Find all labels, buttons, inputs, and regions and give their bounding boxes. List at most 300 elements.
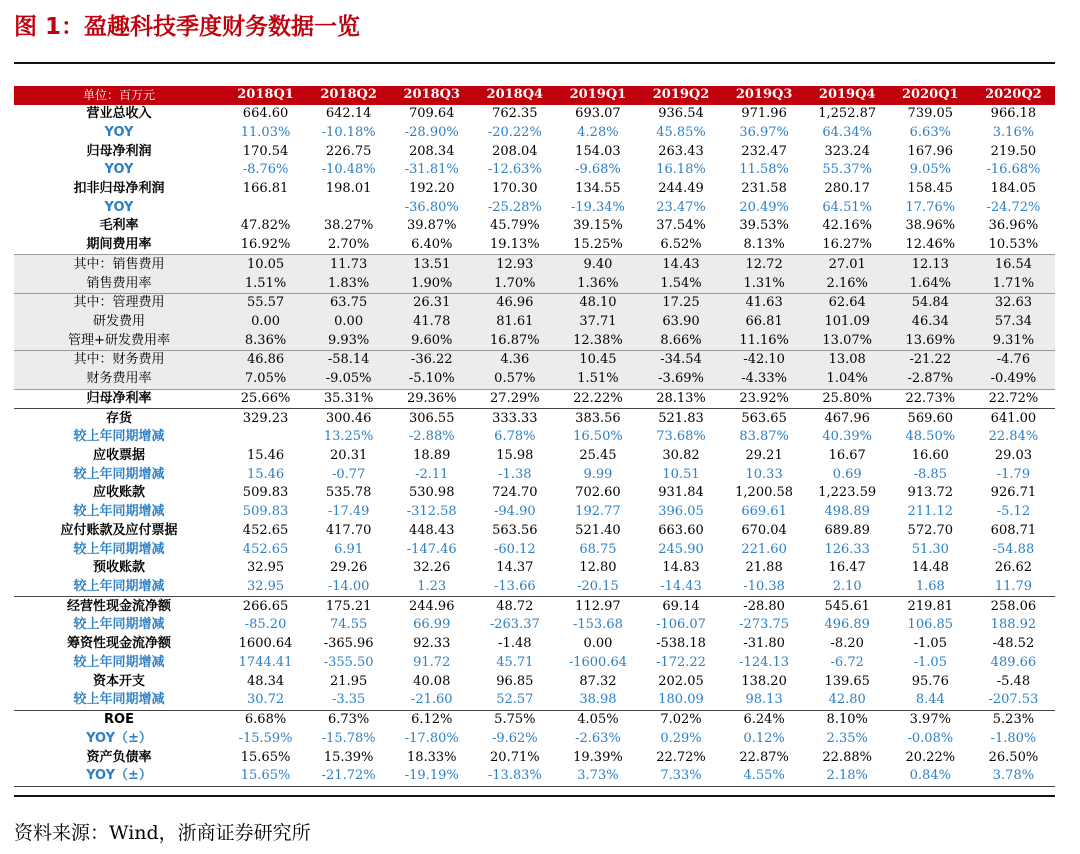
table-row — [14, 236, 1055, 255]
table-cell: -1.80% — [990, 730, 1037, 746]
row-label: 较上年同期增减 — [73, 692, 165, 708]
table-cell: 608.71 — [990, 522, 1037, 538]
table-cell: -20.15 — [577, 579, 619, 595]
table-cell: -1.38 — [498, 466, 532, 482]
table-cell: 55.37% — [822, 162, 872, 178]
table-cell: 48.72 — [473, 597, 556, 616]
table-cell: 139.65 — [824, 673, 870, 689]
row-label: 营业总收入 — [86, 106, 152, 122]
table-cell: 192.20 — [408, 180, 455, 196]
table-cell: 258.06 — [972, 597, 1055, 616]
table-cell: 931.84 — [658, 485, 704, 501]
row-label: YOY（±） — [86, 730, 152, 746]
row-label: 财务费用率 — [14, 370, 224, 389]
table-cell: 0.84% — [889, 767, 972, 786]
table-cell: 134.55 — [575, 180, 621, 196]
table-row — [14, 370, 1055, 389]
table-cell: 20.31 — [330, 448, 368, 464]
table-cell: -207.53 — [988, 692, 1039, 708]
table-cell: 208.34 — [408, 143, 455, 159]
table-cell: -355.50 — [323, 654, 374, 670]
table-cell: 166.81 — [242, 180, 289, 196]
table-cell: 37.54% — [656, 218, 706, 234]
row-label: 资本开支 — [92, 673, 145, 689]
table-cell: 32.26 — [413, 560, 451, 576]
table-cell: -20.22% — [487, 124, 542, 140]
table-cell: -28.90% — [404, 124, 459, 140]
table-cell: 689.89 — [824, 522, 870, 538]
table-cell: -15.59% — [238, 730, 293, 746]
table-cell: 5.75% — [473, 710, 556, 729]
table-cell: 417.70 — [325, 522, 372, 538]
table-cell: -21.72% — [307, 767, 390, 786]
table-row — [14, 331, 1055, 350]
table-cell: -1.05 — [913, 636, 947, 652]
table-cell: 17.76% — [905, 199, 956, 215]
table-cell: 46.34 — [889, 313, 972, 332]
table-cell: 724.70 — [492, 485, 538, 501]
table-cell: -85.20 — [244, 617, 287, 633]
table-cell: 27.29% — [473, 389, 556, 409]
table-cell: 11.73 — [307, 255, 390, 274]
table-cell: 32.63 — [972, 293, 1055, 312]
table-cell: -54.88 — [992, 541, 1035, 557]
table-cell: 41.63 — [723, 293, 806, 312]
table-cell: 12.46% — [905, 237, 956, 253]
table-cell: 15.65% — [240, 749, 291, 765]
table-cell: 2.16% — [806, 274, 889, 293]
table-cell: 22.88% — [822, 749, 872, 765]
row-label: 毛利率 — [99, 218, 139, 234]
table-cell: 913.72 — [907, 485, 954, 501]
table-cell: 38.98 — [579, 692, 617, 708]
table-cell: 66.99 — [413, 617, 451, 633]
table-cell: 63.90 — [639, 313, 722, 332]
table-cell: 3.73% — [556, 767, 639, 786]
table-cell: 18.33% — [406, 749, 457, 765]
column-header-2018q2: 2018Q2 — [320, 87, 377, 103]
table-cell: -12.63% — [487, 162, 542, 178]
table-cell: 96.85 — [496, 673, 534, 689]
table-cell: -2.87% — [889, 370, 972, 389]
table-cell: -124.13 — [739, 654, 790, 670]
table-cell: 20.49% — [739, 199, 789, 215]
table-cell: 112.97 — [556, 597, 639, 616]
table-cell: 62.64 — [806, 293, 889, 312]
table-cell: 16.67 — [828, 448, 866, 464]
table-cell: -10.48% — [321, 162, 376, 178]
top-rule — [14, 62, 1055, 64]
table-cell: -1.05 — [913, 654, 947, 670]
table-cell: -13.66 — [494, 579, 536, 595]
table-cell: 19.13% — [490, 237, 540, 253]
table-cell: -2.88% — [408, 429, 455, 445]
table-cell: -1.48 — [498, 636, 532, 652]
table-cell: 10.05 — [224, 255, 307, 274]
table-cell: -31.80 — [743, 636, 785, 652]
table-cell: 16.87% — [473, 331, 556, 350]
table-row — [14, 729, 1055, 748]
table-cell: 1.71% — [972, 274, 1055, 293]
table-cell: 25.66% — [224, 389, 307, 409]
row-label: 归母净利率 — [14, 389, 224, 409]
table-cell: 9.40 — [556, 255, 639, 274]
table-cell: -8.85 — [913, 466, 947, 482]
table-cell: 10.45 — [556, 351, 639, 370]
table-cell: 48.50% — [905, 429, 956, 445]
table-cell: 739.05 — [907, 106, 954, 122]
table-row — [14, 351, 1055, 370]
table-cell: 37.71 — [556, 313, 639, 332]
table-cell: 52.57 — [496, 692, 534, 708]
table-cell: 448.43 — [408, 522, 455, 538]
table-cell: 2.70% — [327, 237, 370, 253]
table-cell: 13.25% — [323, 429, 374, 445]
table-cell: -14.00 — [327, 579, 370, 595]
table-cell: 12.13 — [889, 255, 972, 274]
table-cell: 184.05 — [990, 180, 1037, 196]
table-cell: 10.33 — [745, 466, 783, 482]
table-cell: 81.61 — [473, 313, 556, 332]
table-cell: 45.79% — [490, 218, 540, 234]
table-cell: 73.68% — [656, 429, 706, 445]
table-cell: 22.84% — [988, 429, 1039, 445]
table-cell: 263.43 — [658, 143, 704, 159]
table-cell: 383.56 — [556, 409, 639, 428]
table-cell: 9.31% — [972, 331, 1055, 350]
table-cell: -48.52 — [992, 636, 1035, 652]
table-cell: -15.78% — [321, 730, 376, 746]
table-cell: 12.38% — [556, 331, 639, 350]
table-cell: -273.75 — [739, 617, 790, 633]
table-cell: -0.77 — [331, 466, 366, 482]
table-cell: 20.71% — [490, 749, 540, 765]
table-cell: 16.54 — [972, 255, 1055, 274]
table-cell: 26.50% — [988, 749, 1039, 765]
table-cell: 22.87% — [739, 749, 789, 765]
table-cell: -36.80% — [404, 199, 459, 215]
table-cell: 4.05% — [556, 710, 639, 729]
row-label: 管理+研发费用率 — [14, 331, 224, 350]
table-cell: 6.12% — [390, 710, 473, 729]
table-cell: -5.10% — [390, 370, 473, 389]
table-cell: 10.53% — [988, 237, 1039, 253]
table-cell: 47.82% — [240, 218, 291, 234]
table-cell: 232.47 — [741, 143, 787, 159]
table-cell: 101.09 — [806, 313, 889, 332]
table-row — [14, 767, 1055, 786]
table-cell: 23.47% — [656, 199, 706, 215]
table-header-row — [14, 86, 1055, 105]
table-row — [14, 691, 1055, 710]
table-row — [14, 123, 1055, 142]
table-cell: 219.50 — [990, 143, 1037, 159]
table-cell: 8.10% — [806, 710, 889, 729]
table-cell: 6.68% — [224, 710, 307, 729]
table-cell: 1.90% — [390, 274, 473, 293]
table-cell: 0.00 — [583, 636, 613, 652]
table-cell: -36.22 — [390, 351, 473, 370]
table-cell: 38.96% — [905, 218, 956, 234]
table-cell: 1.54% — [639, 274, 722, 293]
table-cell: 29.03 — [994, 448, 1033, 464]
table-cell: 572.70 — [907, 522, 954, 538]
table-cell: 42.80 — [828, 692, 866, 708]
table-cell: 198.01 — [325, 180, 372, 196]
table-cell: 21.95 — [330, 673, 368, 689]
table-cell: 936.54 — [658, 106, 704, 122]
table-cell: 17.25 — [639, 293, 722, 312]
table-cell: -14.43 — [660, 579, 702, 595]
table-cell: 51.30 — [911, 541, 949, 557]
table-cell: 87.32 — [579, 673, 617, 689]
table-cell: 64.34% — [822, 124, 872, 140]
figure-title: 图 1：盈趣科技季度财务数据一览 — [14, 14, 361, 40]
table-cell: 22.72% — [972, 389, 1055, 409]
table-cell: -312.58 — [406, 504, 457, 520]
table-cell — [224, 428, 307, 447]
table-cell: -13.83% — [473, 767, 556, 786]
table-cell: 521.40 — [575, 522, 621, 538]
table-cell: 926.71 — [990, 485, 1037, 501]
table-row — [14, 313, 1055, 332]
table-cell: -19.19% — [390, 767, 473, 786]
row-label: YOY — [104, 162, 134, 178]
row-label: 销售费用率 — [14, 274, 224, 293]
table-cell: 545.61 — [806, 597, 889, 616]
table-cell: 300.46 — [307, 409, 390, 428]
table-cell: 9.99 — [583, 466, 613, 482]
table-cell: 211.12 — [907, 504, 954, 520]
table-cell: 7.33% — [639, 767, 722, 786]
table-cell: 3.16% — [992, 124, 1035, 140]
table-row — [14, 389, 1055, 409]
table-row — [14, 748, 1055, 767]
table-cell: -2.11 — [415, 466, 449, 482]
table-cell: -16.68% — [986, 162, 1041, 178]
table-cell: 202.05 — [658, 673, 704, 689]
table-cell: 6.73% — [307, 710, 390, 729]
table-cell: 154.03 — [575, 143, 621, 159]
row-label: 筹资性现金流净额 — [66, 636, 171, 652]
table-cell: 1,200.58 — [735, 485, 794, 501]
table-cell: 1,252.87 — [818, 106, 877, 122]
row-label: 研发费用 — [14, 313, 224, 332]
table-cell: 1.68 — [915, 579, 945, 595]
table-cell: 74.55 — [330, 617, 368, 633]
table-cell: 670.04 — [741, 522, 787, 538]
table-cell: 30.82 — [662, 448, 700, 464]
table-cell: 38.27% — [323, 218, 374, 234]
table-cell: 244.96 — [390, 597, 473, 616]
column-header-2019q1: 2019Q1 — [569, 87, 627, 103]
row-label: 其中：管理费用 — [14, 293, 224, 312]
table-cell: 8.13% — [743, 237, 785, 253]
table-row — [14, 635, 1055, 654]
row-label: 预收账款 — [92, 560, 145, 576]
table-cell: 63.75 — [307, 293, 390, 312]
table-cell: 29.36% — [390, 389, 473, 409]
column-header-2020q1: 2020Q1 — [902, 87, 959, 103]
financial-data-table — [14, 86, 1055, 787]
table-cell: 9.05% — [909, 162, 951, 178]
table-cell: -5.48 — [996, 673, 1031, 689]
table-cell: -4.76 — [972, 351, 1055, 370]
table-cell: 167.96 — [907, 143, 954, 159]
table-cell: 25.45 — [579, 448, 617, 464]
column-header-2019q4: 2019Q4 — [818, 87, 876, 103]
table-cell: 46.86 — [224, 351, 307, 370]
table-body — [14, 105, 1055, 786]
table-cell: -6.72 — [830, 654, 864, 670]
source-note: 资料来源：Wind，浙商证券研究所 — [14, 822, 311, 844]
table-row — [14, 616, 1055, 635]
table-cell: -263.37 — [489, 617, 540, 633]
table-cell: 16.27% — [822, 237, 872, 253]
table-cell: 2.35% — [826, 730, 868, 746]
table-cell: 306.55 — [390, 409, 473, 428]
table-row — [14, 465, 1055, 484]
table-row — [14, 274, 1055, 293]
table-cell: -8.20 — [830, 636, 864, 652]
table-cell: 563.56 — [492, 522, 538, 538]
table-cell: 1600.64 — [238, 636, 293, 652]
table-cell: 35.31% — [307, 389, 390, 409]
table-cell: 21.88 — [745, 560, 783, 576]
table-cell: 1.36% — [556, 274, 639, 293]
table-cell: -9.05% — [307, 370, 390, 389]
table-cell: 15.65% — [224, 767, 307, 786]
table-cell: 32.95 — [246, 560, 285, 576]
table-cell: 2.18% — [806, 767, 889, 786]
table-cell: 29.21 — [745, 448, 783, 464]
table-cell: -42.10 — [723, 351, 806, 370]
table-cell: 396.05 — [658, 504, 704, 520]
table-cell: 219.81 — [889, 597, 972, 616]
table-cell: 27.01 — [806, 255, 889, 274]
table-cell: 13.08 — [806, 351, 889, 370]
table-cell: 3.97% — [889, 710, 972, 729]
row-label: 较上年同期增减 — [73, 579, 165, 595]
table-cell: 28.13% — [639, 389, 722, 409]
row-label: 应付账款及应付票据 — [60, 522, 178, 538]
table-cell: 98.13 — [745, 692, 783, 708]
table-cell: -17.80% — [404, 730, 459, 746]
table-cell: 971.96 — [741, 106, 787, 122]
table-cell: 158.45 — [907, 180, 954, 196]
table-cell: 48.10 — [556, 293, 639, 312]
table-row — [14, 484, 1055, 503]
table-cell: 55.57 — [224, 293, 307, 312]
table-cell: 40.39% — [822, 429, 872, 445]
table-cell: 15.46 — [246, 448, 285, 464]
table-cell: 14.48 — [911, 560, 949, 576]
table-cell: 32.95 — [246, 579, 285, 595]
table-cell: 83.87% — [739, 429, 789, 445]
table-cell: 1.23 — [417, 579, 447, 595]
table-cell: 22.72% — [656, 749, 706, 765]
table-cell: -538.18 — [656, 636, 706, 652]
table-cell: 8.44 — [915, 692, 945, 708]
table-cell: -28.80 — [723, 597, 806, 616]
table-row — [14, 654, 1055, 673]
table-cell: 569.60 — [889, 409, 972, 428]
table-cell: 4.28% — [577, 124, 619, 140]
table-cell: 489.66 — [990, 654, 1037, 670]
table-cell: 69.14 — [639, 597, 722, 616]
table-cell: 92.33 — [413, 636, 451, 652]
table-cell: 15.39% — [323, 749, 374, 765]
row-label: 其中：销售费用 — [14, 255, 224, 274]
table-cell: 1.83% — [307, 274, 390, 293]
table-cell: 19.39% — [573, 749, 623, 765]
table-cell: 170.30 — [492, 180, 538, 196]
table-cell: 535.78 — [325, 485, 372, 501]
table-cell: 41.78 — [390, 313, 473, 332]
table-cell: 45.71 — [496, 654, 534, 670]
table-cell: 91.72 — [413, 654, 451, 670]
table-row — [14, 710, 1055, 729]
table-cell: 64.51% — [822, 199, 872, 215]
table-cell: -153.68 — [572, 617, 623, 633]
row-label: 存货 — [14, 409, 224, 428]
table-cell: 693.07 — [575, 106, 621, 122]
table-cell: -24.72% — [986, 199, 1041, 215]
table-cell: -58.14 — [307, 351, 390, 370]
column-header-2019q2: 2019Q2 — [652, 87, 710, 103]
table-cell: 180.09 — [658, 692, 704, 708]
table-cell: 0.12% — [743, 730, 785, 746]
table-row — [14, 198, 1055, 217]
table-cell: 709.64 — [408, 106, 455, 122]
table-cell: 40.08 — [413, 673, 451, 689]
table-cell: 12.93 — [473, 255, 556, 274]
table-row — [14, 522, 1055, 541]
table-row — [14, 217, 1055, 236]
row-label: 期间费用率 — [86, 237, 152, 253]
table-cell: 641.00 — [972, 409, 1055, 428]
table-cell: -5.12 — [996, 504, 1031, 520]
row-label: 较上年同期增减 — [73, 617, 165, 633]
row-label: 应收票据 — [92, 448, 145, 464]
row-label: YOY — [104, 199, 134, 215]
table-cell: -0.08% — [907, 730, 954, 746]
table-cell: -172.22 — [656, 654, 706, 670]
table-cell: 138.20 — [741, 673, 787, 689]
row-label: 较上年同期增减 — [73, 504, 165, 520]
table-cell: 6.91 — [334, 541, 364, 557]
table-cell: 0.29% — [660, 730, 702, 746]
table-cell: 13.07% — [806, 331, 889, 350]
table-cell: 22.22% — [556, 389, 639, 409]
table-cell: 14.37 — [496, 560, 534, 576]
table-cell: 663.60 — [658, 522, 704, 538]
table-cell: 39.15% — [573, 218, 623, 234]
row-label: 经营性现金流净额 — [14, 597, 224, 616]
table-cell: 14.43 — [639, 255, 722, 274]
table-cell: -34.54 — [639, 351, 722, 370]
table-cell: 221.60 — [741, 541, 787, 557]
table-row — [14, 597, 1055, 616]
table-row — [14, 447, 1055, 466]
table-row — [14, 105, 1055, 124]
table-cell: 15.25% — [573, 237, 623, 253]
table-cell: -21.22 — [889, 351, 972, 370]
table-cell: 496.89 — [824, 617, 870, 633]
table-cell: 188.92 — [990, 617, 1037, 633]
table-cell: 16.60 — [911, 448, 949, 464]
table-cell: 664.60 — [242, 106, 289, 122]
